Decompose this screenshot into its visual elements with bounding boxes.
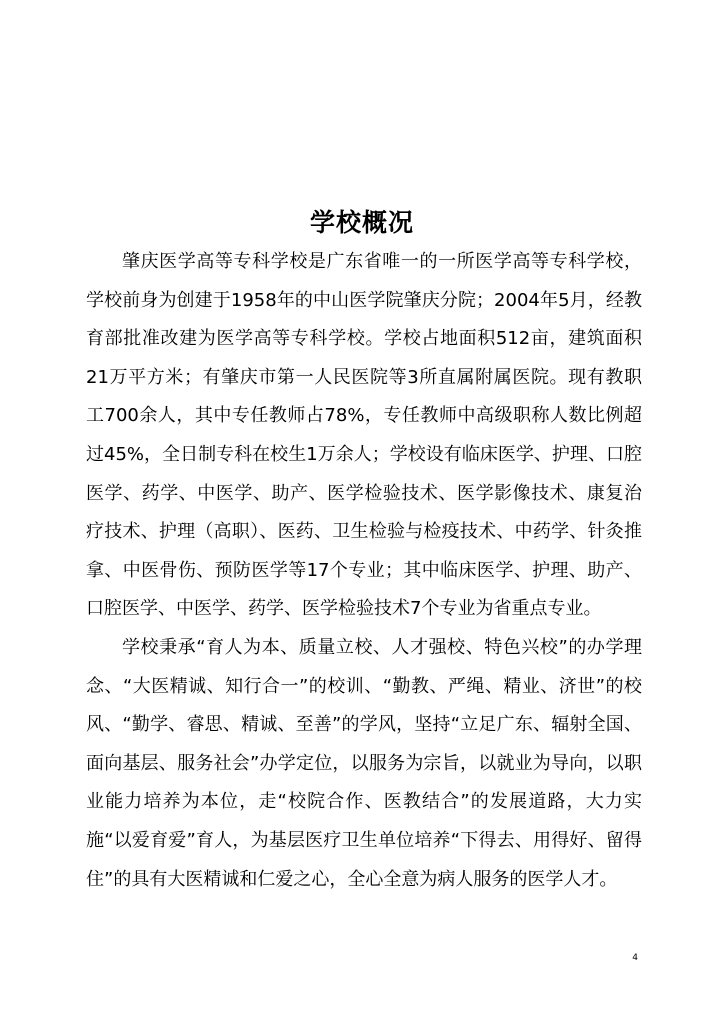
paragraph-philosophy: 学校秉承“育人为本、质量立校、人才强校、特色兴校”的办学理念、“大医精诚、知行合一”的校训、“勤教、严绳、精业、济世”的校风、“勤学、睿思、精诚、至善”的学风，坚持“立足广东、辐射全国、面向基层、服务社会”办学定位，以服务为宗旨，以就业为导向，以职业能力培养为本位，走“校院合作、医教结合”的发展道路，大力实施“以爱育爱”育人，为基层医疗卫生单位培养“下得去、用得好、留得住”的具有大医精诚和仁爱之心，全心全意为病人服务的医学人才。 <box>86 636 642 890</box>
paragraph-overview: 肇庆医学高等专科学校是广东省唯一的一所医学高等专科学校，学校前身为创建于1958年的中山医学院肇庆分院；2004年5月，经教育部批准改建为医学高等专科学校。学校占地面积512亩，建筑面积21万平方米；有肇庆市第一人民医院等3所直属附属医院。现有教职工700余人，其中专任教师占78%，专任教师中高级职称人数比例超过45%，全日制专科在校生1万余人；学校设有临床医学、护理、口腔医学、药学、中医学、助产、医学检验技术、医学影像技术、康复治疗技术、护理（高职）、医药、卫生检验与检疫技术、中药学、针灸推拿、中医骨伤、预防医学等17个专业；其中临床医学、护理、助产、口腔医学、中医学、药学、医学检验技术7个专业为省重点专业。 <box>86 251 642 620</box>
page-number: 4 <box>632 953 638 963</box>
body-text <box>86 243 642 899</box>
page-title: 学校概况 <box>309 208 414 237</box>
